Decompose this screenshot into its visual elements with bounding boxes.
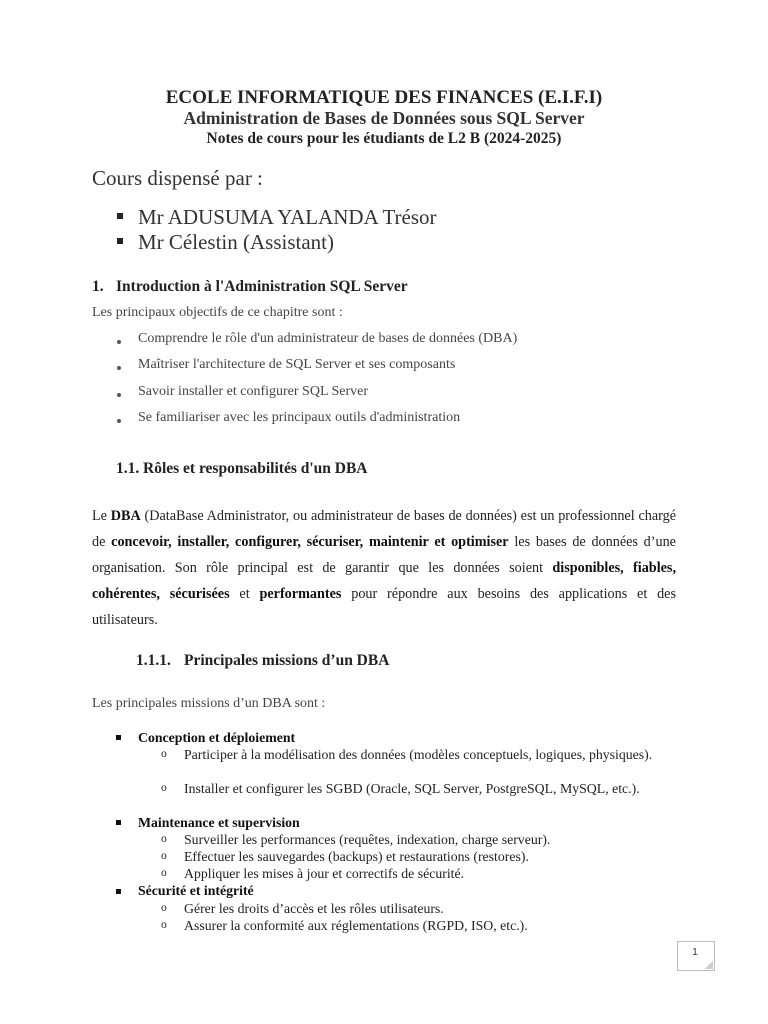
paragraph-text: pour répondre aux besoins des applications et des utilisateurs. bbox=[92, 586, 676, 628]
school-title: ECOLE INFORMATIQUE DES FINANCES (E.I.F.I) bbox=[165, 87, 603, 108]
list-item: Maîtriser l'architecture de SQL Server et ses composants bbox=[138, 357, 456, 372]
bullet-dot-icon bbox=[117, 340, 121, 344]
paragraph-text: Le bbox=[92, 508, 111, 524]
section-title: Principales missions d’un DBA bbox=[184, 652, 390, 669]
dba-definition-paragraph bbox=[92, 503, 676, 633]
paragraph-bold: DBA bbox=[110, 508, 141, 524]
bullet-dot-icon bbox=[117, 419, 121, 423]
section-heading-1-1-1 bbox=[136, 652, 389, 670]
square-bullet-icon bbox=[116, 889, 121, 894]
circle-bullet-icon: o bbox=[161, 833, 167, 845]
circle-bullet-icon: o bbox=[161, 919, 167, 931]
square-bullet-icon bbox=[116, 735, 121, 740]
missions-lead: Les principales missions d’un DBA sont : bbox=[92, 696, 326, 711]
section-heading-1 bbox=[92, 278, 408, 296]
list-item: Savoir installer et configurer SQL Server bbox=[138, 384, 369, 399]
square-bullet-icon bbox=[116, 820, 121, 825]
paragraph-text: les bases de données d’une organisation. Son rôle principal est de garantir que les données soient bbox=[92, 534, 676, 576]
section-title: Rôles et responsabilités d'un DBA bbox=[143, 460, 368, 477]
section-number: 1. bbox=[92, 278, 104, 295]
course-title: Administration de Bases de Données sous SQL Server bbox=[183, 108, 585, 128]
bullet-dot-icon bbox=[117, 393, 121, 397]
mission-item: Gérer les droits d’accès et les rôles utilisateurs. bbox=[184, 901, 444, 916]
square-bullet-icon bbox=[117, 213, 123, 219]
mission-item: Effectuer les sauvegardes (backups) et restaurations (restores). bbox=[184, 849, 529, 864]
mission-title: Conception et déploiement bbox=[138, 730, 296, 745]
mission-item: Assurer la conformité aux réglementations (RGPD, ISO, etc.). bbox=[184, 918, 528, 933]
paragraph-bold: disponibles, fiables, cohérentes, sécurisées bbox=[92, 560, 677, 602]
circle-bullet-icon: o bbox=[161, 748, 167, 760]
circle-bullet-icon: o bbox=[161, 867, 167, 879]
paragraph-bold: performantes bbox=[259, 586, 342, 602]
circle-bullet-icon: o bbox=[161, 850, 167, 862]
mission-title: Maintenance et supervision bbox=[138, 815, 300, 830]
lecturer-name: Mr Célestin (Assistant) bbox=[138, 230, 334, 254]
mission-item: Surveiller les performances (requêtes, indexation, charge serveur). bbox=[184, 832, 551, 847]
paragraph-text: et bbox=[229, 586, 260, 602]
mission-item: Installer et configurer les SGBD (Oracle, SQL Server, PostgreSQL, MySQL, etc.). bbox=[184, 781, 640, 796]
paragraph-text: (DataBase Administrator, ou administrateur de bases de données) est un professionnel chargé de bbox=[92, 508, 676, 550]
section-number: 1.1.1. bbox=[136, 652, 171, 669]
lecturer-name: Mr ADUSUMA YALANDA Trésor bbox=[138, 205, 437, 229]
course-notes-subtitle: Notes de cours pour les étudiants de L2 B (2024-2025) bbox=[206, 130, 562, 147]
mission-item: Appliquer les mises à jour et correctifs de sécurité. bbox=[184, 866, 465, 881]
section-title: Introduction à l'Administration SQL Server bbox=[116, 278, 408, 295]
list-item: Comprendre le rôle d'un administrateur de bases de données (DBA) bbox=[138, 331, 518, 346]
section-heading-1-1 bbox=[116, 460, 368, 478]
bullet-dot-icon bbox=[117, 366, 121, 370]
circle-bullet-icon: o bbox=[161, 902, 167, 914]
section-number: 1.1. bbox=[116, 460, 140, 477]
square-bullet-icon bbox=[117, 238, 123, 244]
circle-bullet-icon: o bbox=[161, 782, 167, 794]
objectives-lead: Les principaux objectifs de ce chapitre sont : bbox=[92, 305, 343, 320]
list-item: Se familiariser avec les principaux outils d'administration bbox=[138, 410, 461, 425]
lecturers-intro: Cours dispensé par : bbox=[92, 166, 263, 190]
page-curl-icon bbox=[705, 961, 713, 969]
mission-item: Participer à la modélisation des données (modèles conceptuels, logiques, physiques). bbox=[184, 747, 653, 762]
paragraph-bold: concevoir, installer, configurer, sécuriser, maintenir et optimiser bbox=[111, 534, 509, 550]
page-number: 1 bbox=[692, 947, 698, 958]
mission-title: Sécurité et intégrité bbox=[138, 883, 254, 898]
